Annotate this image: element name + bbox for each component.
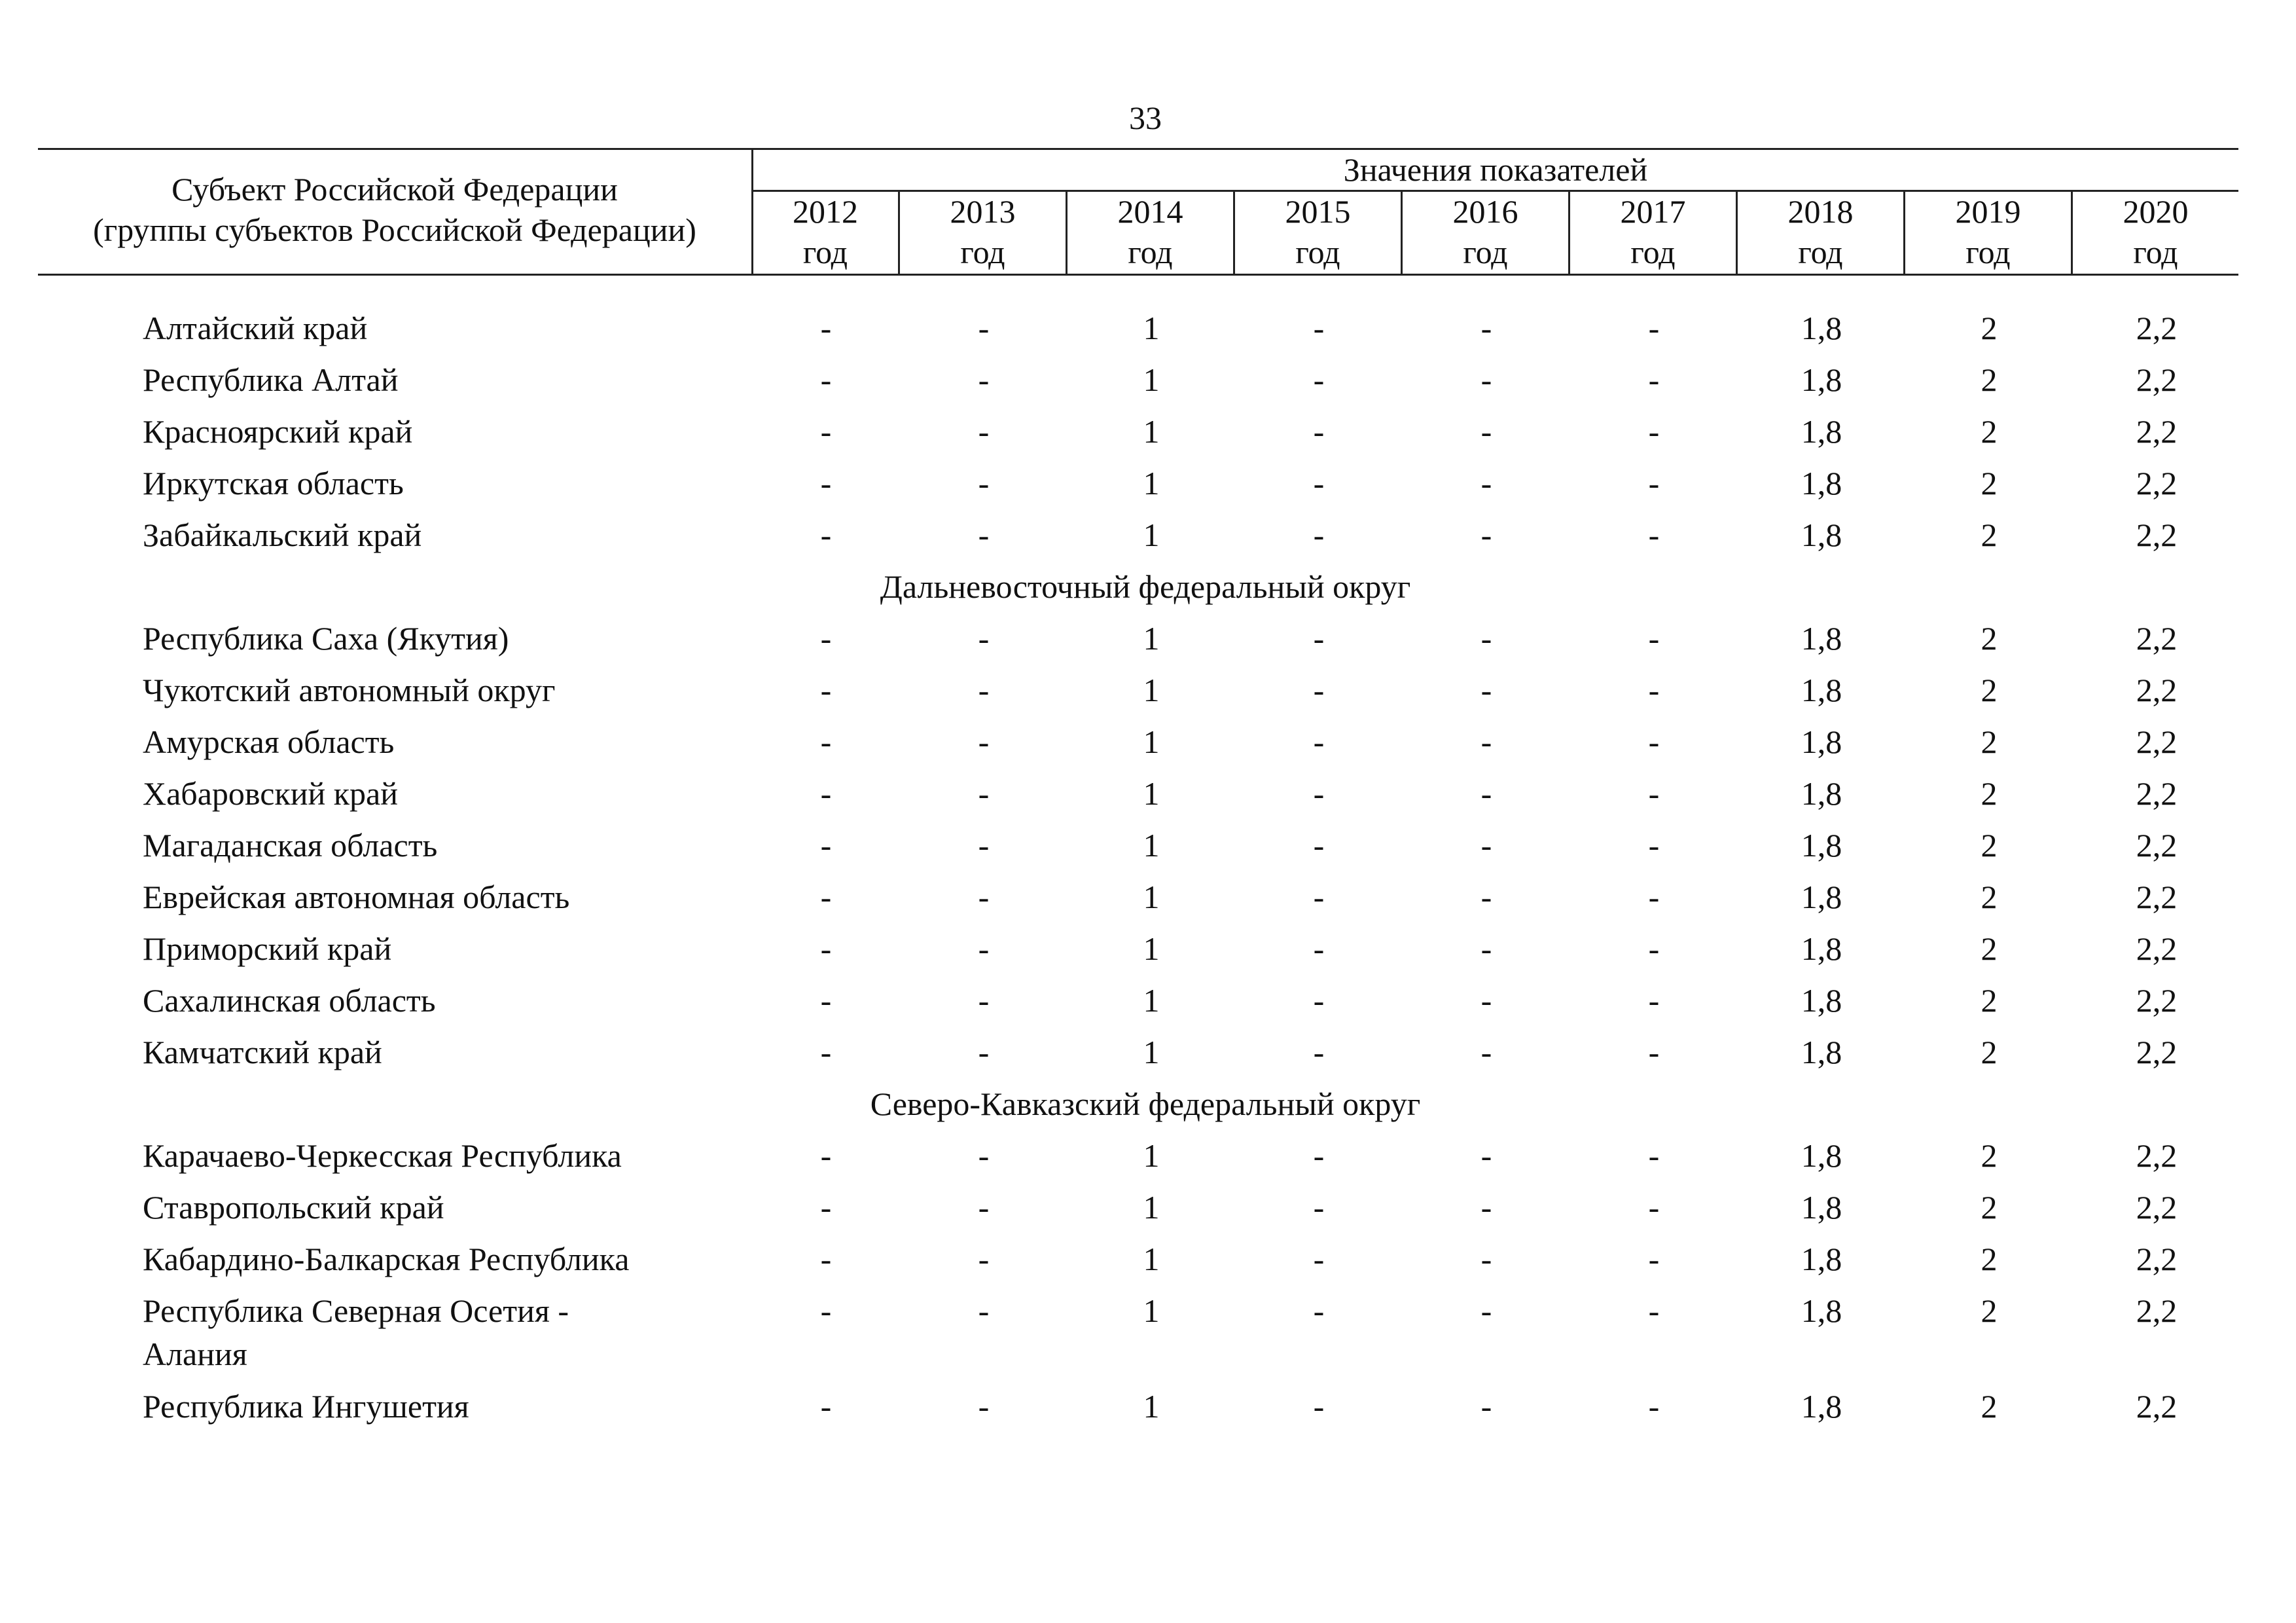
value-cell: - — [1648, 1137, 1660, 1174]
value-cell: - — [1480, 310, 1492, 346]
value-cell: - — [1313, 672, 1325, 708]
value-cell: 1,8 — [1801, 1189, 1842, 1226]
value-cell: - — [820, 879, 832, 915]
year-label: 2014 — [1117, 193, 1183, 230]
value-cell: - — [978, 982, 990, 1019]
value-cell: - — [820, 1388, 832, 1425]
year-unit: год — [960, 234, 1005, 270]
value-cell: - — [1480, 879, 1492, 915]
value-cell: - — [978, 1137, 990, 1174]
value-cell: - — [820, 1189, 832, 1226]
region-name: Чукотский автономный округ — [143, 672, 556, 708]
value-cell: - — [1313, 723, 1325, 760]
value-cell: - — [1480, 723, 1492, 760]
value-cell: - — [1480, 1388, 1492, 1425]
value-cell: - — [820, 620, 832, 657]
value-cell: 2,2 — [2136, 1241, 2178, 1277]
region-name: Кабардино-Балкарская Республика — [143, 1241, 630, 1277]
value-cell: - — [1480, 620, 1492, 657]
value-cell: 1,8 — [1801, 1241, 1842, 1277]
value-cell: - — [1648, 310, 1660, 346]
value-cell: 2,2 — [2136, 827, 2178, 864]
value-cell: 1 — [1143, 361, 1160, 398]
value-cell: 1,8 — [1801, 723, 1842, 760]
value-cell: - — [820, 310, 832, 346]
year-header — [1738, 191, 1903, 272]
year-unit: год — [1295, 234, 1340, 270]
value-cell: 1 — [1143, 827, 1160, 864]
value-cell: - — [978, 413, 990, 450]
value-cell: - — [820, 827, 832, 864]
value-cell: - — [978, 361, 990, 398]
value-cell: - — [1313, 310, 1325, 346]
value-cell: 2,2 — [2136, 310, 2178, 346]
value-cell: - — [1480, 672, 1492, 708]
value-cell: 1,8 — [1801, 620, 1842, 657]
value-cell: - — [978, 879, 990, 915]
value-cell: 1 — [1143, 1292, 1160, 1329]
region-name: Иркутская область — [143, 465, 404, 501]
region-name: Амурская область — [143, 723, 395, 760]
region-name: Красноярский край — [143, 413, 413, 450]
value-cell: 1 — [1143, 1137, 1160, 1174]
value-cell: 1,8 — [1801, 310, 1842, 346]
subject-header-line1: Субъект Российской Федерации — [171, 171, 618, 208]
value-cell: 1,8 — [1801, 361, 1842, 398]
value-cell: - — [1648, 1388, 1660, 1425]
value-cell: 1 — [1143, 310, 1160, 346]
value-cell: 2,2 — [2136, 930, 2178, 967]
value-cell: - — [1313, 930, 1325, 967]
value-cell: 2,2 — [2136, 672, 2178, 708]
value-cell: 1,8 — [1801, 930, 1842, 967]
value-cell: - — [1648, 879, 1660, 915]
value-cell: - — [1313, 879, 1325, 915]
value-cell: 2 — [1981, 1137, 1998, 1174]
value-cell: 2 — [1981, 465, 1998, 501]
value-cell: - — [978, 620, 990, 657]
value-cell: 1 — [1143, 723, 1160, 760]
value-cell: - — [1313, 1137, 1325, 1174]
value-cell: 2 — [1981, 620, 1998, 657]
value-cell: - — [1648, 930, 1660, 967]
year-unit: год — [1630, 234, 1676, 270]
value-cell: 1 — [1143, 465, 1160, 501]
value-cell: - — [1648, 361, 1660, 398]
value-cell: 2 — [1981, 982, 1998, 1019]
value-cell: - — [820, 1137, 832, 1174]
value-cell: 2,2 — [2136, 1137, 2178, 1174]
value-cell: - — [820, 672, 832, 708]
value-cell: 1 — [1143, 1189, 1160, 1226]
value-cell: - — [1313, 1241, 1325, 1277]
value-cell: - — [1648, 1034, 1660, 1070]
values-header: Значения показателей — [1343, 151, 1648, 188]
value-cell: 2,2 — [2136, 1189, 2178, 1226]
group-title: Северо-Кавказский федеральный округ — [870, 1085, 1421, 1122]
value-cell: 2 — [1981, 827, 1998, 864]
region-name: Республика Саха (Якутия) — [143, 620, 509, 657]
value-cell: - — [1648, 1189, 1660, 1226]
value-cell: - — [820, 465, 832, 501]
value-cell: 2 — [1981, 775, 1998, 812]
year-unit: год — [1463, 234, 1508, 270]
year-label: 2015 — [1285, 193, 1351, 230]
value-cell: 2 — [1981, 723, 1998, 760]
value-cell: - — [978, 1034, 990, 1070]
value-cell: - — [1480, 413, 1492, 450]
value-cell: - — [1480, 827, 1492, 864]
year-label: 2016 — [1452, 193, 1518, 230]
year-header — [1235, 191, 1401, 272]
region-name: Приморский край — [143, 930, 392, 967]
value-cell: - — [1480, 930, 1492, 967]
year-unit: год — [802, 234, 848, 270]
value-cell: - — [1480, 1292, 1492, 1329]
value-cell: - — [1648, 672, 1660, 708]
year-header — [1067, 191, 1233, 272]
value-cell: - — [820, 930, 832, 967]
value-cell: 1,8 — [1801, 1388, 1842, 1425]
value-cell: 2 — [1981, 361, 1998, 398]
value-cell: 1,8 — [1801, 517, 1842, 553]
value-cell: - — [1313, 775, 1325, 812]
value-cell: - — [1480, 1034, 1492, 1070]
value-cell: - — [1480, 517, 1492, 553]
region-name: Ставропольский край — [143, 1189, 444, 1226]
value-cell: 1,8 — [1801, 1034, 1842, 1070]
value-cell: 1 — [1143, 1241, 1160, 1277]
value-cell: - — [1313, 517, 1325, 553]
value-cell: - — [820, 775, 832, 812]
region-name: Магаданская область — [143, 827, 438, 864]
value-cell: 2 — [1981, 879, 1998, 915]
year-label: 2012 — [793, 193, 858, 230]
value-cell: 1 — [1143, 620, 1160, 657]
value-cell: 2,2 — [2136, 465, 2178, 501]
value-cell: - — [1313, 413, 1325, 450]
value-cell: 2,2 — [2136, 361, 2178, 398]
region-name: Еврейская автономная область — [143, 879, 570, 915]
value-cell: - — [1648, 620, 1660, 657]
value-cell: 2,2 — [2136, 879, 2178, 915]
region-name: Сахалинская область — [143, 982, 436, 1019]
value-cell: 1,8 — [1801, 465, 1842, 501]
year-unit: год — [1128, 234, 1173, 270]
value-cell: 1 — [1143, 930, 1160, 967]
subject-column-header — [38, 169, 751, 250]
value-cell: - — [1480, 982, 1492, 1019]
value-cell: - — [1313, 620, 1325, 657]
value-cell: - — [1313, 827, 1325, 864]
value-cell: - — [978, 517, 990, 553]
value-cell: - — [978, 775, 990, 812]
value-cell: 1,8 — [1801, 775, 1842, 812]
value-cell: 1,8 — [1801, 413, 1842, 450]
value-cell: - — [978, 310, 990, 346]
value-cell: - — [978, 930, 990, 967]
value-cell: - — [978, 672, 990, 708]
value-cell: - — [1648, 723, 1660, 760]
value-cell: - — [1648, 827, 1660, 864]
region-name: Карачаево-Черкесская Республика — [143, 1137, 622, 1174]
value-cell: - — [1648, 413, 1660, 450]
value-cell: - — [1648, 1292, 1660, 1329]
value-cell: 1,8 — [1801, 982, 1842, 1019]
value-cell: 1 — [1143, 517, 1160, 553]
value-cell: - — [1648, 775, 1660, 812]
value-cell: 2 — [1981, 1189, 1998, 1226]
value-cell: - — [1480, 1137, 1492, 1174]
value-cell: - — [1648, 1241, 1660, 1277]
value-cell: - — [820, 361, 832, 398]
value-cell: 2 — [1981, 1034, 1998, 1070]
value-cell: 2,2 — [2136, 620, 2178, 657]
value-cell: - — [820, 723, 832, 760]
value-cell: 2,2 — [2136, 775, 2178, 812]
value-cell: - — [820, 517, 832, 553]
value-cell: 1,8 — [1801, 1292, 1842, 1329]
value-cell: 2 — [1981, 1241, 1998, 1277]
value-cell: - — [820, 1034, 832, 1070]
value-cell: - — [978, 1292, 990, 1329]
value-cell: 1 — [1143, 413, 1160, 450]
year-header — [900, 191, 1066, 272]
value-cell: - — [1313, 361, 1325, 398]
region-name: Камчатский край — [143, 1034, 382, 1070]
value-cell: 2 — [1981, 1292, 1998, 1329]
region-name: Забайкальский край — [143, 517, 422, 553]
value-cell: 2 — [1981, 517, 1998, 553]
value-cell: 2,2 — [2136, 1292, 2178, 1329]
value-cell: 2 — [1981, 1388, 1998, 1425]
value-cell: 2,2 — [2136, 517, 2178, 553]
value-cell: - — [1648, 465, 1660, 501]
value-cell: - — [820, 1241, 832, 1277]
value-cell: - — [978, 1388, 990, 1425]
subject-header-line2: (группы субъектов Российской Федерации) — [93, 211, 696, 248]
year-header — [753, 191, 898, 272]
value-cell: 2 — [1981, 930, 1998, 967]
region-name: Республика Северная Осетия - — [143, 1292, 569, 1329]
year-label: 2019 — [1955, 193, 2021, 230]
value-cell: - — [1313, 982, 1325, 1019]
year-header — [1570, 191, 1736, 272]
value-cell: - — [1480, 465, 1492, 501]
value-cell: - — [1480, 361, 1492, 398]
value-cell: 2,2 — [2136, 723, 2178, 760]
value-cell: 2,2 — [2136, 413, 2178, 450]
value-cell: - — [1648, 517, 1660, 553]
value-cell: 1,8 — [1801, 879, 1842, 915]
value-cell: 1 — [1143, 672, 1160, 708]
year-header — [2073, 191, 2238, 272]
year-unit: год — [1798, 234, 1843, 270]
value-cell: - — [1313, 1189, 1325, 1226]
year-header — [1905, 191, 2071, 272]
value-cell: - — [978, 1189, 990, 1226]
region-name: Хабаровский край — [143, 775, 398, 812]
year-unit: год — [2133, 234, 2178, 270]
page-number: 33 — [1129, 100, 1162, 136]
value-cell: 2,2 — [2136, 1388, 2178, 1425]
year-label: 2013 — [950, 193, 1016, 230]
value-cell: - — [978, 465, 990, 501]
region-name: Республика Ингушетия — [143, 1388, 469, 1425]
region-name-continuation: Алания — [143, 1336, 247, 1372]
value-cell: - — [978, 827, 990, 864]
value-cell: 1 — [1143, 879, 1160, 915]
value-cell: 2 — [1981, 672, 1998, 708]
value-cell: - — [1313, 465, 1325, 501]
value-cell: 1 — [1143, 1388, 1160, 1425]
value-cell: 2,2 — [2136, 1034, 2178, 1070]
region-name: Республика Алтай — [143, 361, 399, 398]
value-cell: - — [1480, 1241, 1492, 1277]
value-cell: - — [1313, 1034, 1325, 1070]
year-label: 2018 — [1787, 193, 1854, 230]
value-cell: 1,8 — [1801, 1137, 1842, 1174]
value-cell: - — [820, 982, 832, 1019]
value-cell: - — [820, 413, 832, 450]
group-title: Дальневосточный федеральный округ — [880, 568, 1411, 605]
value-cell: - — [1313, 1388, 1325, 1425]
region-name: Алтайский край — [143, 310, 368, 346]
value-cell: - — [1313, 1292, 1325, 1329]
value-cell: - — [1480, 775, 1492, 812]
value-cell: 1 — [1143, 982, 1160, 1019]
value-cell: - — [820, 1292, 832, 1329]
value-cell: 1,8 — [1801, 827, 1842, 864]
year-unit: год — [1965, 234, 2011, 270]
year-label: 2020 — [2123, 193, 2189, 230]
value-cell: 2,2 — [2136, 982, 2178, 1019]
header-bottom-rule — [38, 274, 2238, 276]
value-cell: - — [978, 723, 990, 760]
value-cell: - — [1480, 1189, 1492, 1226]
year-label: 2017 — [1620, 193, 1686, 230]
value-cell: - — [1648, 982, 1660, 1019]
year-header — [1403, 191, 1568, 272]
value-cell: 1 — [1143, 1034, 1160, 1070]
value-cell: 1,8 — [1801, 672, 1842, 708]
value-cell: 2 — [1981, 413, 1998, 450]
value-cell: - — [978, 1241, 990, 1277]
value-cell: 2 — [1981, 310, 1998, 346]
value-cell: 1 — [1143, 775, 1160, 812]
